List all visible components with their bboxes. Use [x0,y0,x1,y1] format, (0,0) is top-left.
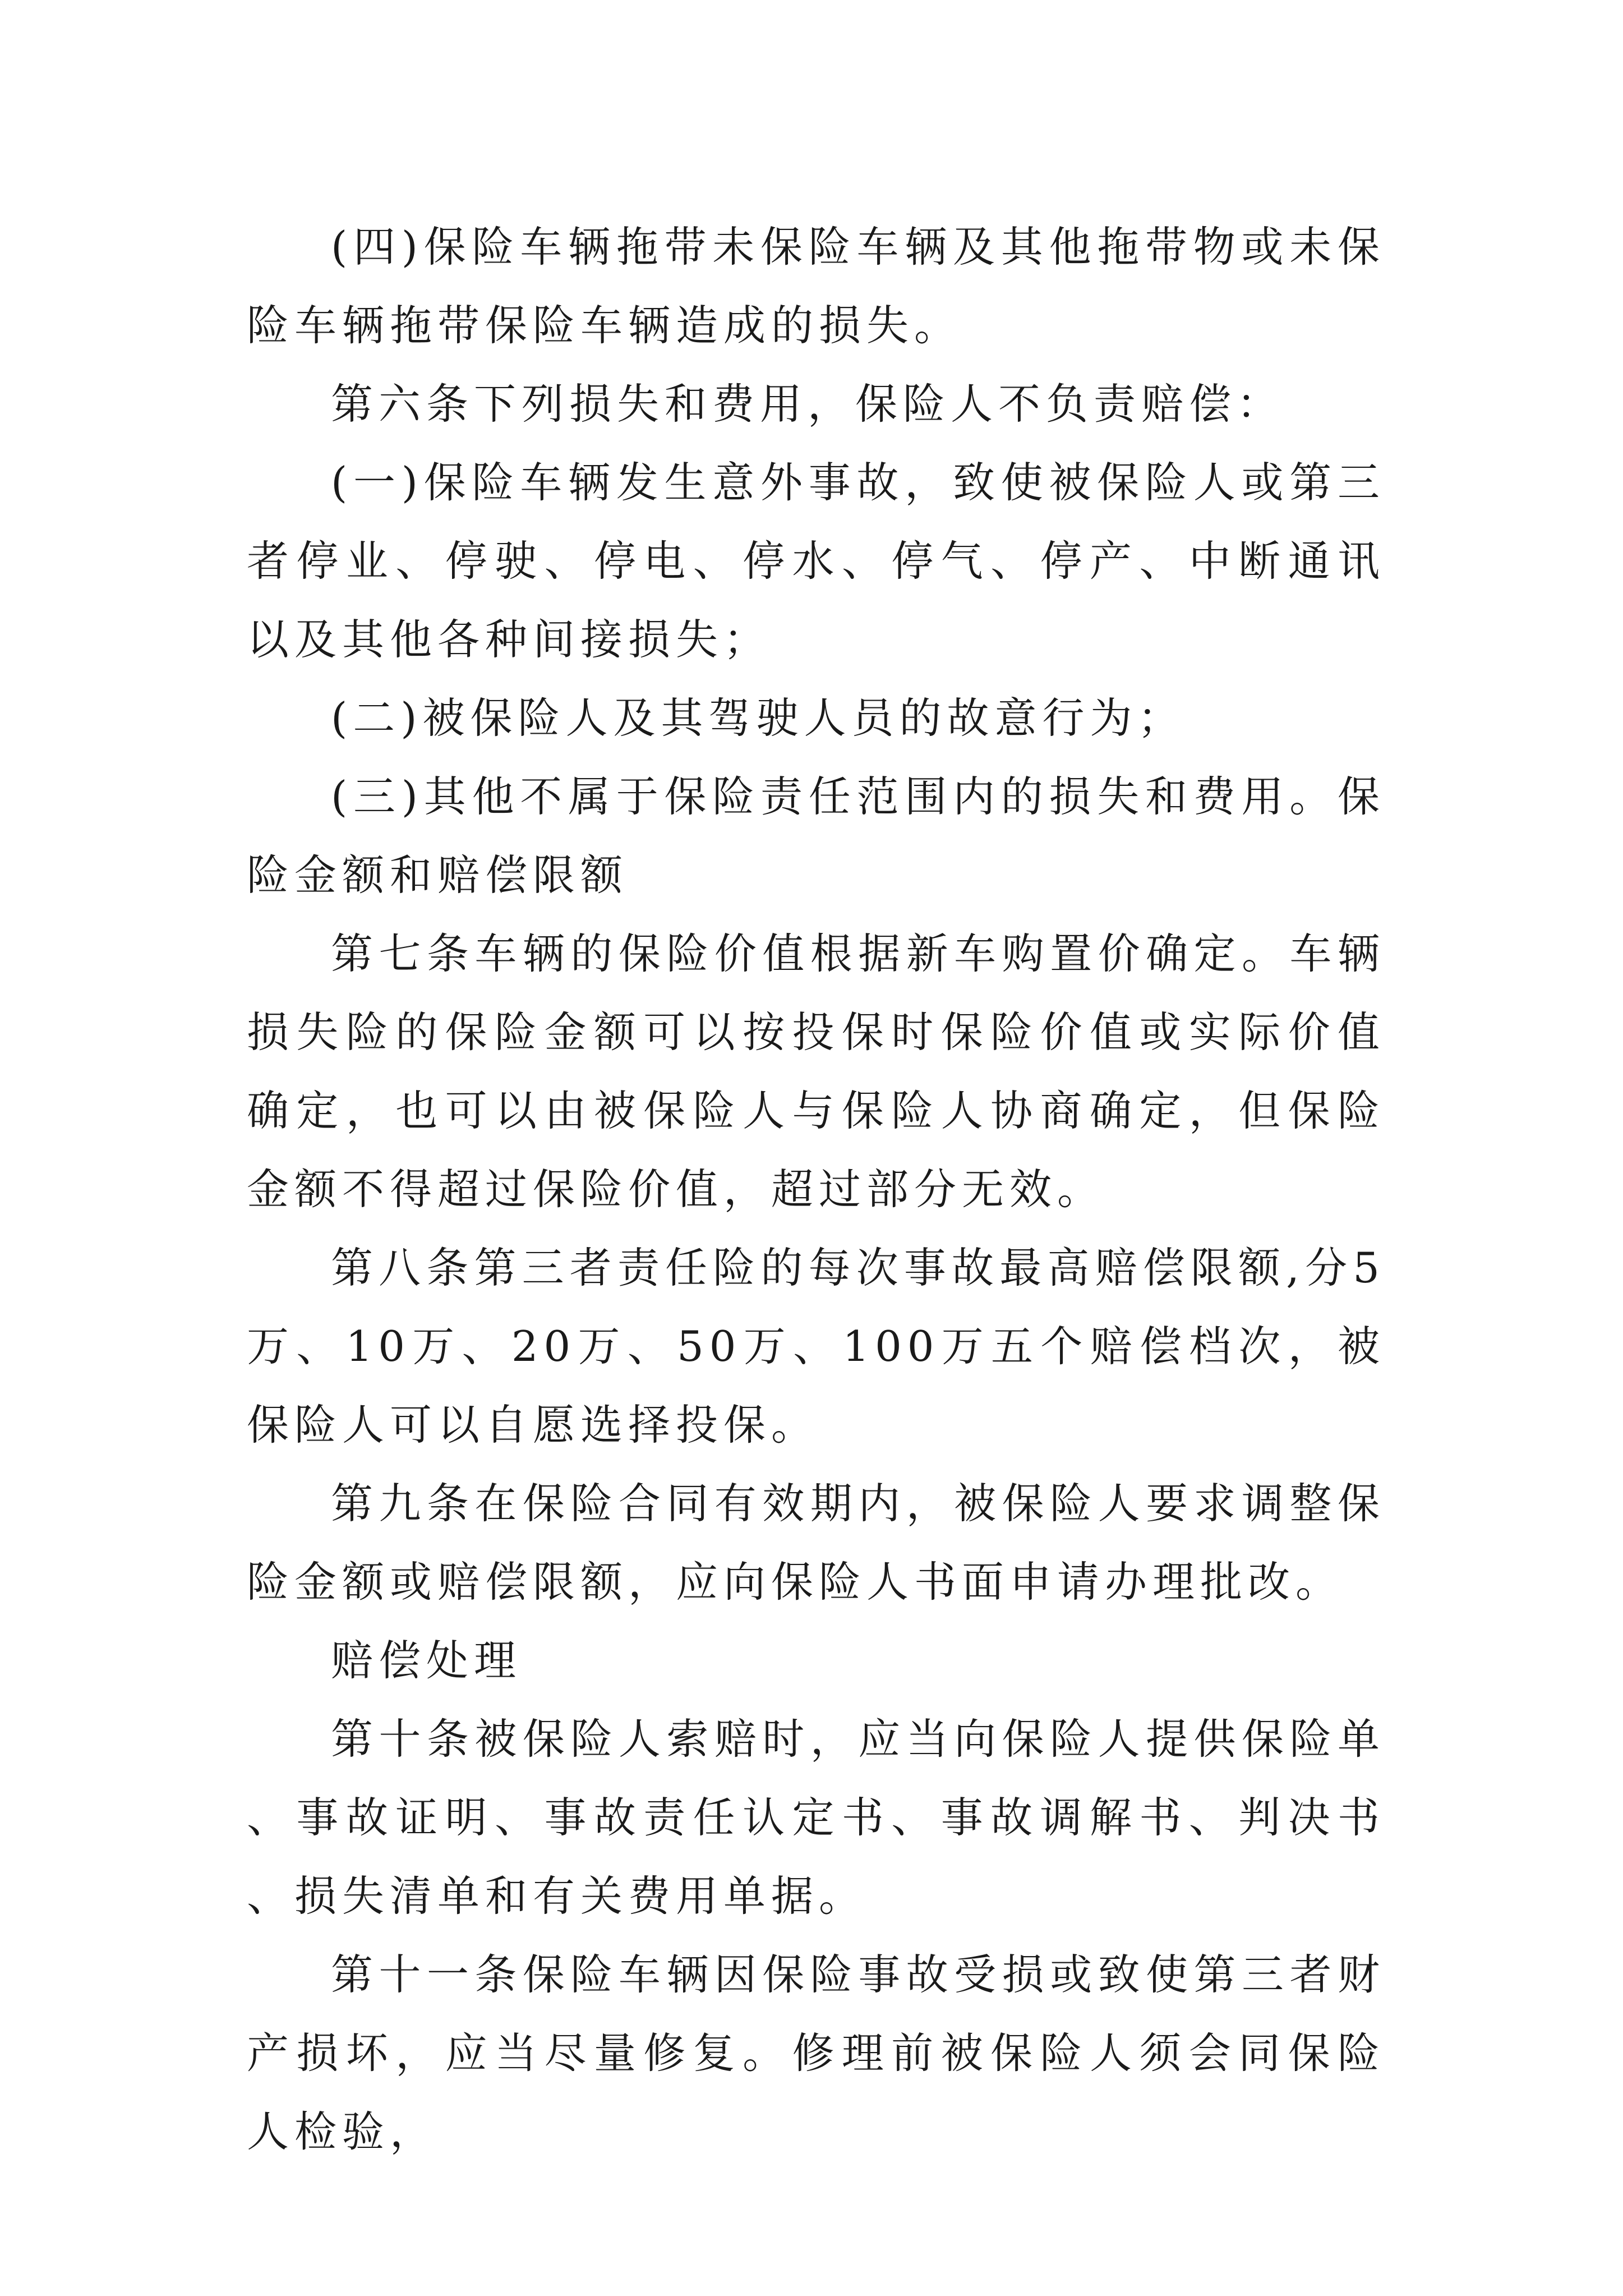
article-6-heading: 第六条下列损失和费用，保险人不负责赔偿： [331,379,1285,429]
paragraph-item-3: (三)其他不属于保险责任范围内的损失和费用。保险金额和赔偿限额 [247,772,1385,900]
article-7: 第七条车辆的保险价值根据新车购置价确定。车辆损失险的保险金额可以按投保时保险价值或实际价值确定，也可以由被保险人与保险人协商确定，但保险金额不得超过保险价值，超过部分无效。 [247,929,1385,1214]
paragraph-item-1: (一)保险车辆发生意外事故，致使被保险人或第三者停业、停驶、停电、停水、停气、停产、中断通讯以及其他各种间接损失； [247,458,1385,664]
paragraph-item-2: (二)被保险人及其驾驶人员的故意行为； [331,693,1186,743]
article-8: 第八条第三者责任险的每次事故最高赔偿限额,分5万、10万、20万、50万、100万五个赔偿档次，被保险人可以自愿选择投保。 [247,1243,1385,1450]
document-body [247,208,1385,2171]
article-11: 第十一条保险车辆因保险事故受损或致使第三者财产损坏，应当尽量修复。修理前被保险人须会同保险人检验， [247,1950,1385,2156]
section-heading-claims: 赔偿处理 [331,1636,522,1685]
article-10: 第十条被保险人索赔时，应当向保险人提供保险单、事故证明、事故责任认定书、事故调解书、判决书、损失清单和有关费用单据。 [247,1714,1385,1921]
article-9: 第九条在保险合同有效期内，被保险人要求调整保险金额或赔偿限额，应向保险人书面申请办理批改。 [247,1479,1385,1607]
paragraph-item-4: (四)保险车辆拖带未保险车辆及其他拖带物或未保险车辆拖带保险车辆造成的损失。 [247,222,1385,350]
